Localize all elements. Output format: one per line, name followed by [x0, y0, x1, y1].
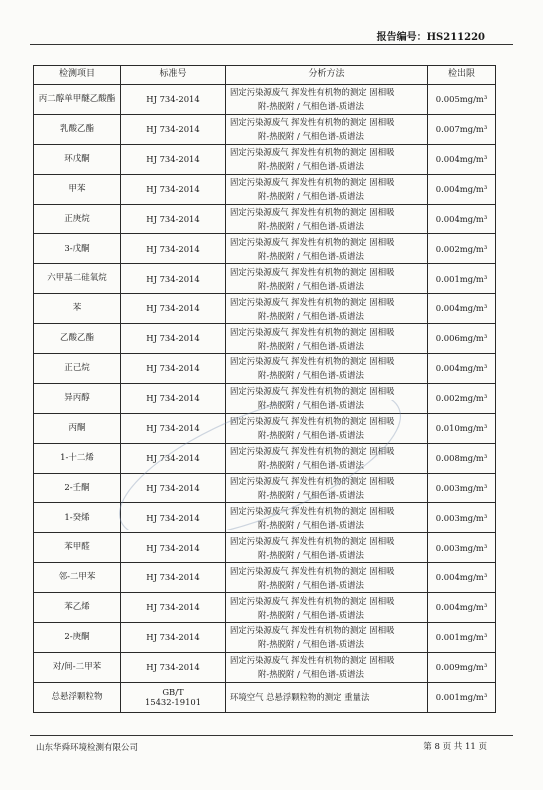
cell-method [226, 563, 428, 593]
header-divider [30, 44, 513, 45]
table-row [34, 294, 496, 324]
cell-standard-line2: 15432-19101 [144, 697, 202, 708]
method-line1: 固定污染源废气 挥发性有机物的测定 固相吸 [230, 207, 395, 217]
cell-limit: 0.001mg/m³ [428, 264, 496, 294]
table-row [34, 144, 496, 174]
method-line1: 固定污染源废气 挥发性有机物的测定 固相吸 [230, 326, 395, 337]
cell-method [226, 533, 428, 563]
cell-standard: HJ 734-2014 [121, 144, 226, 174]
method-line2: 附-热脱附 / 气相色谱-质谱法 [258, 460, 364, 471]
cell-standard: HJ 734-2014 [121, 623, 226, 653]
cell-limit: 0.010mg/m³ [428, 413, 496, 443]
method-line2: 附-热脱附 / 气相色谱-质谱法 [258, 490, 364, 501]
table-row [34, 85, 496, 115]
cell-method [226, 234, 428, 264]
report-number [377, 28, 485, 43]
table-row [34, 413, 496, 443]
cell-method [226, 354, 428, 384]
table-row [34, 443, 496, 473]
cell-standard: HJ 734-2014 [121, 85, 226, 115]
footer-divider [30, 735, 513, 736]
method-line1: 固定污染源废气 挥发性有机物的测定 固相吸 [230, 446, 395, 457]
table-body [34, 85, 496, 713]
method-line1: 固定污染源废气 挥发性有机物的测定 固相吸 [230, 625, 395, 636]
cell-standard: HJ 734-2014 [121, 652, 226, 682]
cell-limit: 0.006mg/m³ [428, 324, 496, 354]
method-line1: 固定污染源废气 挥发性有机物的测定 固相吸 [230, 117, 395, 128]
cell-standard: HJ 734-2014 [121, 234, 226, 264]
cell-standard: HJ 734-2014 [121, 563, 226, 593]
method-line2: 附-热脱附 / 气相色谱-质谱法 [258, 101, 364, 112]
method-line2: 附-热脱附 / 气相色谱-质谱法 [258, 639, 364, 650]
cell-item: 邻-二甲苯 [34, 563, 121, 593]
cell-limit: 0.004mg/m³ [428, 593, 496, 623]
cell-limit: 0.009mg/m³ [428, 652, 496, 682]
cell-standard: HJ 734-2014 [121, 503, 226, 533]
cell-item: 甲苯 [34, 174, 121, 204]
cell-item: 正庚烷 [34, 204, 121, 234]
cell-method [226, 503, 428, 533]
cell-item: 异丙醇 [34, 383, 121, 413]
cell-limit: 0.001mg/m³ [428, 682, 496, 712]
cell-method [226, 144, 428, 174]
method-line1: 固定污染源废气 挥发性有机物的测定 固相吸 [230, 87, 395, 98]
cell-limit: 0.002mg/m³ [428, 234, 496, 264]
cell-standard: HJ 734-2014 [121, 383, 226, 413]
table-row [34, 383, 496, 413]
cell-limit: 0.004mg/m³ [428, 563, 496, 593]
table-row [34, 114, 496, 144]
method-line1: 固定污染源废气 挥发性有机物的测定 固相吸 [230, 535, 395, 546]
table-row [34, 533, 496, 563]
cell-method [226, 294, 428, 324]
method-line2: 附-热脱附 / 气相色谱-质谱法 [258, 131, 364, 142]
method-line1: 固定污染源废气 挥发性有机物的测定 固相吸 [230, 266, 395, 277]
cell-limit: 0.008mg/m³ [428, 443, 496, 473]
cell-limit: 0.004mg/m³ [428, 354, 496, 384]
table-row [34, 563, 496, 593]
method-line1: 固定污染源废气 挥发性有机物的测定 固相吸 [230, 177, 395, 188]
cell-method [226, 324, 428, 354]
cell-standard: HJ 734-2014 [121, 593, 226, 623]
table-row [34, 623, 496, 653]
cell-item: 六甲基二硅氧烷 [34, 264, 121, 294]
cell-limit: 0.003mg/m³ [428, 473, 496, 503]
method-line2: 附-热脱附 / 气相色谱-质谱法 [258, 549, 364, 560]
cell-method [226, 114, 428, 144]
report-number-label: 报告编号： [376, 32, 427, 43]
cell-method [226, 652, 428, 682]
method-line1: 固定污染源废气 挥发性有机物的测定 固相吸 [230, 296, 395, 307]
cell-standard: HJ 734-2014 [121, 174, 226, 204]
cell-standard: HJ 734-2014 [121, 204, 226, 234]
cell-limit: 0.005mg/m³ [428, 85, 496, 115]
page-number: 第 8 页 共 11 页 [423, 742, 487, 752]
cell-item: 乙酸乙酯 [34, 324, 121, 354]
method-line2: 附-热脱附 / 气相色谱-质谱法 [258, 519, 364, 530]
cell-standard: HJ 734-2014 [121, 473, 226, 503]
cell-limit: 0.003mg/m³ [428, 533, 496, 563]
col-header-standard: 标准号 [121, 66, 226, 85]
method-line1: 固定污染源废气 挥发性有机物的测定 固相吸 [230, 655, 395, 666]
method-line2: 附-热脱附 / 气相色谱-质谱法 [258, 280, 364, 291]
table-row [34, 324, 496, 354]
table-row [34, 354, 496, 384]
cell-method: 环境空气 总悬浮颗粒物的测定 重量法 [226, 682, 428, 712]
method-line2: 附-热脱附 / 气相色谱-质谱法 [258, 400, 364, 411]
method-line2: 附-热脱附 / 气相色谱-质谱法 [258, 340, 364, 351]
method-line2: 附-热脱附 / 气相色谱-质谱法 [258, 191, 364, 202]
report-number-value: HS211220 [426, 32, 485, 43]
table-row [34, 503, 496, 533]
cell-method [226, 204, 428, 234]
table-header-row [34, 66, 496, 85]
table-row [34, 593, 496, 623]
cell-limit: 0.004mg/m³ [428, 294, 496, 324]
method-line1: 固定污染源废气 挥发性有机物的测定 固相吸 [230, 595, 395, 606]
method-line1: 固定污染源废气 挥发性有机物的测定 固相吸 [230, 565, 395, 576]
table-row [34, 264, 496, 294]
cell-standard: HJ 734-2014 [121, 264, 226, 294]
cell-method [226, 85, 428, 115]
cell-limit: 0.001mg/m³ [428, 623, 496, 653]
method-line2: 附-热脱附 / 气相色谱-质谱法 [258, 221, 364, 231]
cell-item: 总悬浮颗粒物 [34, 682, 121, 712]
table-row [34, 174, 496, 204]
method-line1: 固定污染源废气 挥发性有机物的测定 固相吸 [230, 147, 395, 158]
table-row [34, 204, 496, 234]
cell-standard: HJ 734-2014 [121, 533, 226, 563]
table-row [34, 234, 496, 264]
cell-method [226, 623, 428, 653]
cell-item: 丙酮 [34, 413, 121, 443]
cell-limit: 0.004mg/m³ [428, 174, 496, 204]
col-header-method: 分析方法 [226, 66, 428, 85]
cell-item: 苯乙烯 [34, 593, 121, 623]
cell-method [226, 413, 428, 443]
cell-standard [121, 682, 226, 712]
cell-method [226, 593, 428, 623]
cell-item: 苯 [34, 294, 121, 324]
cell-standard: HJ 734-2014 [121, 114, 226, 144]
cell-item: 1-癸烯 [34, 503, 121, 533]
results-table [33, 65, 496, 713]
method-line1: 固定污染源废气 挥发性有机物的测定 固相吸 [230, 386, 395, 397]
cell-limit: 0.002mg/m³ [428, 383, 496, 413]
cell-method [226, 473, 428, 503]
table-row-last [34, 682, 496, 712]
method-line2: 附-热脱附 / 气相色谱-质谱法 [258, 609, 364, 620]
cell-limit: 0.004mg/m³ [428, 144, 496, 174]
method-line2: 附-热脱附 / 气相色谱-质谱法 [258, 579, 364, 590]
method-line2: 附-热脱附 / 气相色谱-质谱法 [258, 161, 364, 172]
company-name: 山东华舜环境检测有限公司 [36, 743, 139, 753]
method-line2: 附-热脱附 / 气相色谱-质谱法 [258, 430, 364, 441]
cell-item: 乳酸乙酯 [34, 114, 121, 144]
cell-item: 对/间-二甲苯 [34, 652, 121, 682]
table-row [34, 473, 496, 503]
col-header-item: 检测项目 [34, 66, 121, 85]
cell-item: 环戊酮 [34, 144, 121, 174]
cell-limit: 0.007mg/m³ [428, 114, 496, 144]
method-line2: 附-热脱附 / 气相色谱-质谱法 [258, 310, 364, 321]
cell-item: 1-十二烯 [34, 443, 121, 473]
cell-method [226, 174, 428, 204]
table-row [34, 652, 496, 682]
method-line1: 固定污染源废气 挥发性有机物的测定 固相吸 [230, 356, 395, 367]
cell-item: 正己烷 [34, 354, 121, 384]
cell-item: 丙二醇单甲醚乙酸酯 [34, 85, 121, 115]
cell-item: 苯甲醛 [34, 533, 121, 563]
method-line1: 固定污染源废气 挥发性有机物的测定 固相吸 [230, 416, 395, 427]
cell-standard: HJ 734-2014 [121, 294, 226, 324]
method-line1: 固定污染源废气 挥发性有机物的测定 固相吸 [230, 505, 395, 516]
cell-item: 3-戊酮 [34, 234, 121, 264]
method-line2: 附-热脱附 / 气相色谱-质谱法 [258, 250, 364, 261]
method-line2: 附-热脱附 / 气相色谱-质谱法 [258, 370, 364, 381]
method-line2: 附-热脱附 / 气相色谱-质谱法 [258, 669, 364, 680]
cell-limit: 0.003mg/m³ [428, 503, 496, 533]
cell-standard-line1: GB/T [162, 686, 184, 697]
cell-standard: HJ 734-2014 [121, 354, 226, 384]
cell-standard: HJ 734-2014 [121, 324, 226, 354]
cell-item: 2-壬酮 [34, 473, 121, 503]
method-line1: 固定污染源废气 挥发性有机物的测定 固相吸 [230, 476, 395, 487]
col-header-limit: 检出限 [428, 66, 496, 85]
cell-item: 2-庚酮 [34, 623, 121, 653]
cell-method [226, 443, 428, 473]
method-line1: 固定污染源废气 挥发性有机物的测定 固相吸 [230, 236, 395, 247]
cell-method [226, 383, 428, 413]
cell-method [226, 264, 428, 294]
cell-standard: HJ 734-2014 [121, 443, 226, 473]
cell-standard: HJ 734-2014 [121, 413, 226, 443]
cell-limit: 0.004mg/m³ [428, 204, 496, 234]
